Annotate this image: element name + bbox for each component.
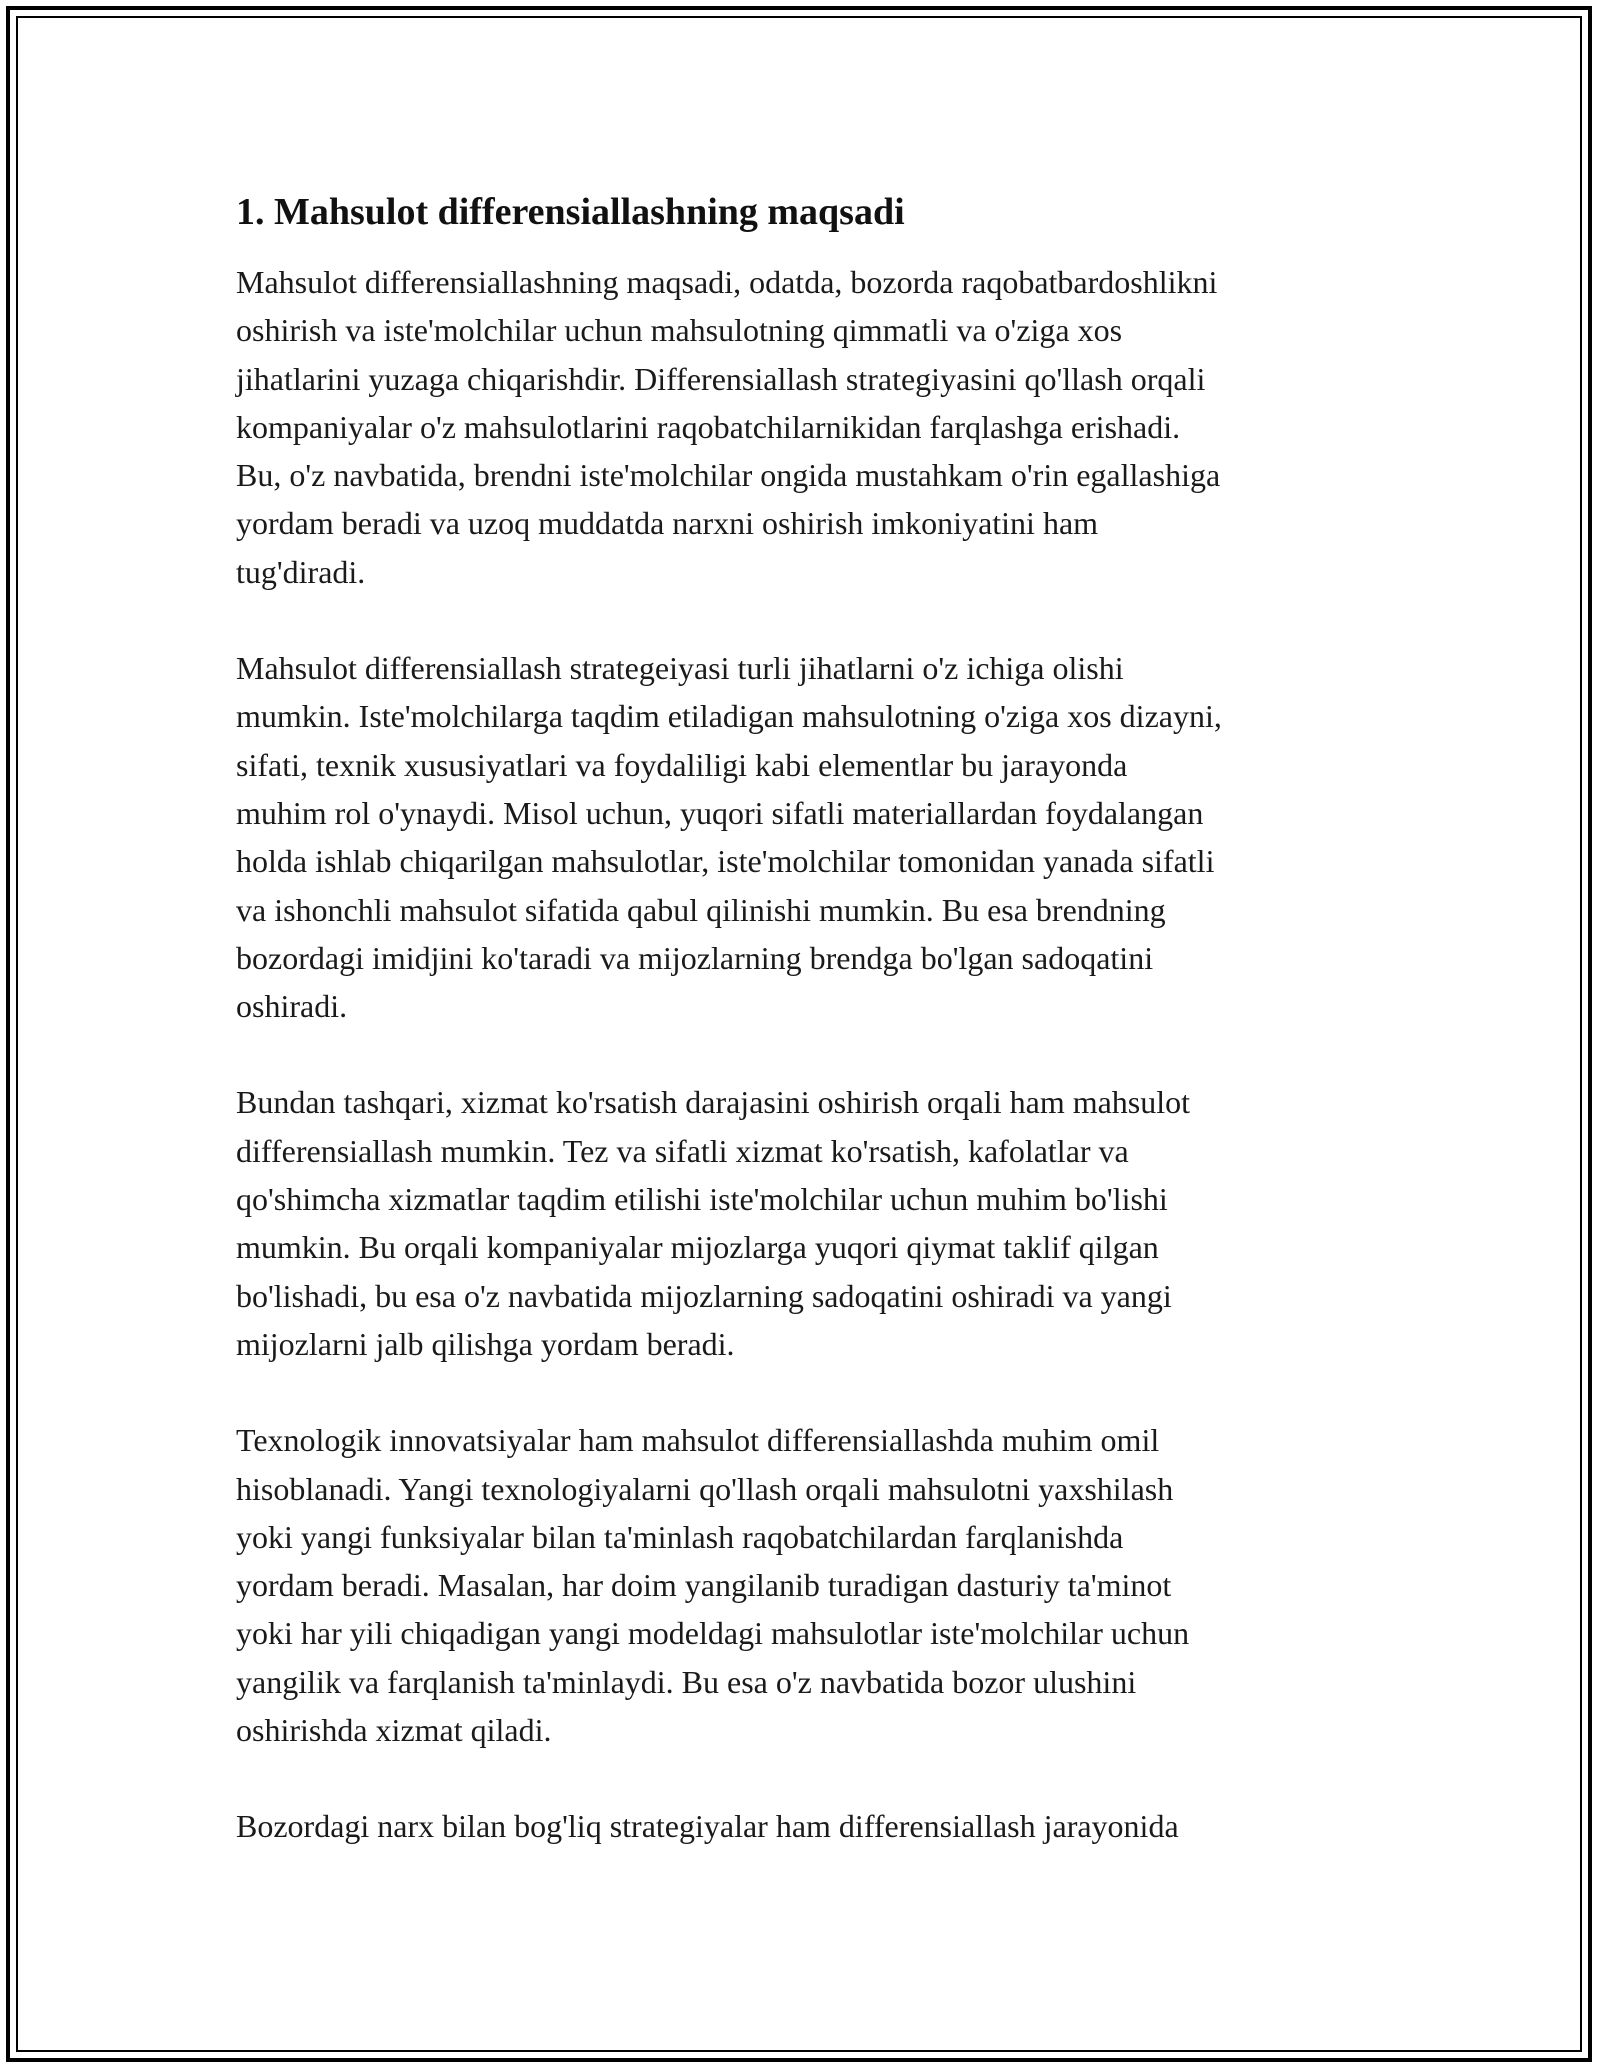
- paragraph-3: Bundan tashqari, xizmat ko'rsatish darajasini oshirish orqali ham mahsulot differensiallash mumkin. Tez va sifatli xizmat ko'rsatish, kafolatlar va qo'shimcha xizmatlar taqdim etilishi iste'molchilar uchun muhim bo'lishi mumkin. Bu orqali kompaniyalar mijozlarga yuqori qiymat taklif qilgan bo'lishadi, bu esa o'z navbatida mijozlarning sadoqatini oshiradi va yangi mijozlarni jalb qilishga yordam beradi.: [236, 1084, 1191, 1362]
- paragraph-4: Texnologik innovatsiyalar ham mahsulot differensiallashda muhim omil hisoblanadi. Yangi texnologiyalarni qo'llash orqali mahsulotni yaxshilash yoki yangi funksiyalar bilan ta'minlash raqobatchilardan farqlanishda yordam beradi. Masalan, har doim yangilanib turadigan dasturiy ta'minot yoki har yili chiqadigan yangi modeldagi mahsulotlar iste'molchilar uchun yangilik va farqlanish ta'minlaydi. Bu esa o'z navbatida bozor ulushini oshirishda xizmat qiladi.: [236, 1422, 1190, 1749]
- paragraph-5: Bozordagi narx bilan bog'liq strategiyalar ham differensiallash jarayonida: [236, 1808, 1179, 1845]
- document-body: [236, 180, 1386, 1899]
- paragraph-2: Mahsulot differensiallash strategeiyasi turli jihatlarni o'z ichiga olishi mumkin. Iste'molchilarga taqdim etiladigan mahsulotning o'ziga xos dizayni, sifati, texnik xususiyatlari va foydaliligi kabi elementlar bu jarayonda muhim rol o'ynaydi. Misol uchun, yuqori sifatli materiallardan foydalangan holda ishlab chiqarilgan mahsulotlar, iste'molchilar tomonidan yanada sifatli va ishonchli mahsulot sifatida qabul qilinishi mumkin. Bu esa brendning bozordagi imidjini ko'taradi va mijozlarning brendga bo'lgan sadoqatini oshiradi.: [236, 650, 1222, 1025]
- section-heading: 1. Mahsulot differensiallashning maqsadi: [236, 191, 905, 233]
- paragraph-1: Mahsulot differensiallashning maqsadi, odatda, bozorda raqobatbardoshlikni oshirish va iste'molchilar uchun mahsulotning qimmatli va o'ziga xos jihatlarini yuzaga chiqarishdir. Differensiallash strategiyasini qo'llash orqali kompaniyalar o'z mahsulotlarini raqobatchilarnikidan farqlashga erishadi. Bu, o'z navbatida, brendni iste'molchilar ongida mustahkam o'rin egallashiga yordam beradi va uzoq muddatda narxni oshirish imkoniyatini ham tug'diradi.: [236, 264, 1221, 590]
